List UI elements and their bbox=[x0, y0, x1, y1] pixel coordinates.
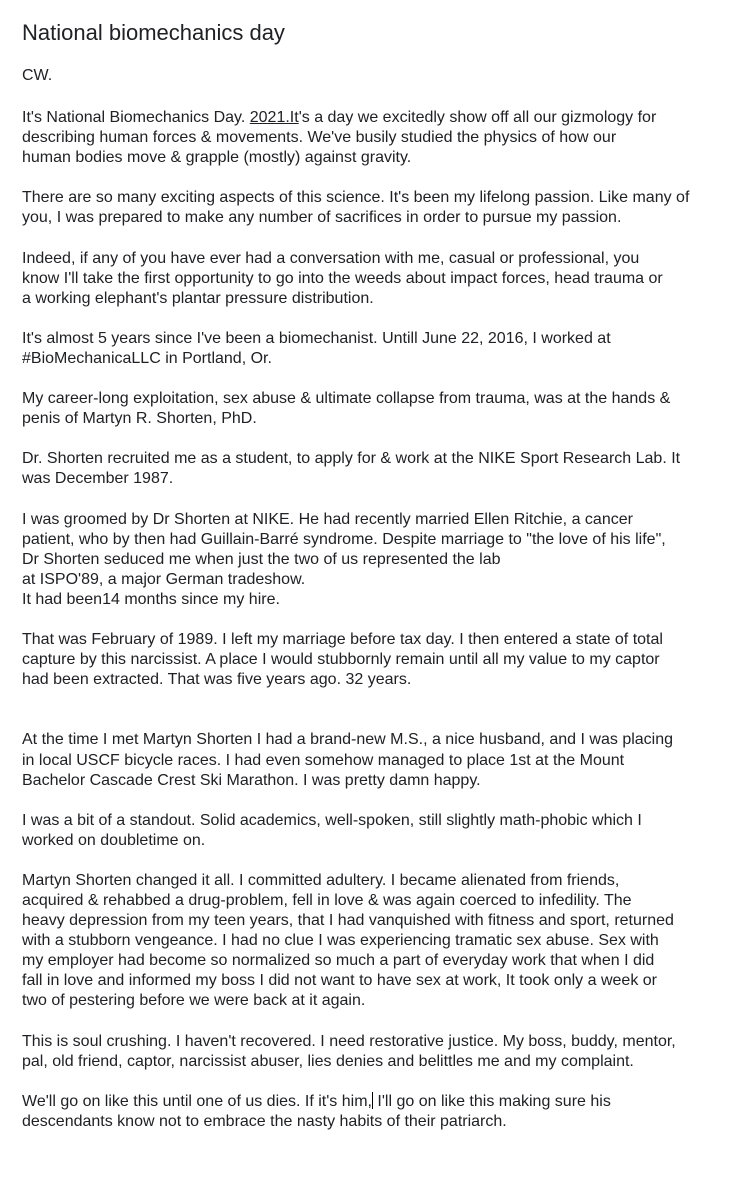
paragraph-line[interactable]: Indeed, if any of you have ever had a conversation with me, casual or professional, you bbox=[22, 249, 640, 267]
text: 's a day we excitedly show off all our gizmology for bbox=[298, 109, 657, 126]
document-body[interactable] bbox=[22, 108, 689, 1132]
paragraph-line[interactable]: Dr Shorten seduced me when just the two of us represented the lab bbox=[22, 550, 501, 568]
paragraph-line[interactable]: two of pestering before we were back at it again. bbox=[22, 992, 366, 1010]
paragraph-line[interactable]: worked on doubletime on. bbox=[22, 831, 206, 849]
paragraph-line[interactable]: This is soul crushing. I haven't recovered. I need restorative justice. My boss, buddy, mentor, bbox=[22, 1032, 676, 1050]
paragraph-line[interactable]: a working elephant's plantar pressure distribution. bbox=[22, 289, 374, 307]
paragraph-line[interactable]: heavy depression from my teen years, that I had vanquished with fitness and sport, returned bbox=[22, 912, 674, 930]
paragraph-line[interactable]: penis of Martyn R. Shorten, PhD. bbox=[22, 410, 257, 428]
text: It's National Biomechanics Day. bbox=[22, 109, 250, 126]
paragraph[interactable] bbox=[22, 449, 689, 509]
blank-line bbox=[22, 690, 689, 710]
paragraph-line[interactable]: you, I was prepared to make any number of sacrifices in order to pursue my passion. bbox=[22, 209, 622, 227]
paragraph-line[interactable]: know I'll take the first opportunity to go into the weeds about impact forces, head trauma or bbox=[22, 269, 663, 287]
paragraph-line[interactable]: I was a bit of a standout. Solid academics, well-spoken, still slightly math-phobic which I bbox=[22, 811, 642, 829]
paragraph-line[interactable]: That was February of 1989. I left my marriage before tax day. I then entered a state of total bbox=[22, 631, 663, 649]
blank-line bbox=[22, 851, 689, 871]
paragraph[interactable] bbox=[22, 188, 689, 248]
paragraph-line[interactable]: Bachelor Cascade Crest Ski Marathon. I was pretty damn happy. bbox=[22, 771, 481, 789]
paragraph-line[interactable]: Martyn Shorten changed it all. I committed adultery. I became alienated from friends, bbox=[22, 871, 620, 889]
paragraph-line[interactable]: descendants know not to embrace the nasty habits of their patriarch. bbox=[22, 1112, 507, 1130]
paragraph-line[interactable]: I was groomed by Dr Shorten at NIKE. He had recently married Ellen Ritchie, a cancer bbox=[22, 510, 633, 528]
paragraph[interactable] bbox=[22, 510, 689, 630]
paragraph-line[interactable]: was December 1987. bbox=[22, 470, 174, 488]
paragraph[interactable] bbox=[22, 128, 689, 188]
paragraph-line[interactable]: acquired & rehabbed a drug-problem, fell in love & was again coerced to infedility. The bbox=[22, 892, 632, 910]
paragraph-line[interactable]: Dr. Shorten recruited me as a student, to apply for & work at the NIKE Sport Research Lab. It bbox=[22, 450, 681, 468]
document-title[interactable]: National biomechanics day bbox=[22, 20, 285, 45]
paragraph[interactable] bbox=[22, 249, 689, 329]
paragraph-line[interactable]: At the time I met Martyn Shorten I had a brand-new M.S., a nice husband, and I was placing bbox=[22, 731, 674, 749]
paragraph-line[interactable]: It had been14 months since my hire. bbox=[22, 590, 280, 608]
paragraph-line[interactable]: My career-long exploitation, sex abuse & ultimate collapse from trauma, was at the hands & bbox=[22, 390, 671, 408]
paragraph-line[interactable]: patient, who by then had Guillain-Barré syndrome. Despite marriage to "the love of his life", bbox=[22, 530, 666, 548]
paragraph-line[interactable]: had been extracted. That was five years ago. 32 years. bbox=[22, 671, 412, 689]
paragraph-line[interactable]: at ISPO'89, a major German tradeshow. bbox=[22, 570, 306, 588]
paragraph-line[interactable]: fall in love and informed my boss I did not want to have sex at work, It took only a week or bbox=[22, 972, 657, 990]
paragraph-line[interactable] bbox=[22, 1092, 689, 1112]
paragraph-line[interactable]: human bodies move & grapple (mostly) against gravity. bbox=[22, 149, 412, 167]
text: I'll go on like this making sure his bbox=[372, 1092, 611, 1110]
paragraph-line[interactable]: pal, old friend, captor, narcissist abuser, lies denies and belittles me and my complaint. bbox=[22, 1052, 634, 1070]
blank-line bbox=[22, 1012, 689, 1032]
paragraph-line[interactable]: in local USCF bicycle races. I had even somehow managed to place 1st at the Mount bbox=[22, 751, 625, 769]
paragraph[interactable] bbox=[22, 730, 689, 810]
paragraph-line[interactable]: with a stubborn vengeance. I had no clue I was experiencing tramatic sex abuse. Sex with bbox=[22, 932, 659, 950]
blank-line bbox=[22, 610, 689, 630]
paragraph[interactable] bbox=[22, 630, 689, 730]
paragraph-line[interactable]: There are so many exciting aspects of this science. It's been my lifelong passion. Like many of bbox=[22, 189, 690, 207]
blank-line bbox=[22, 369, 689, 389]
paragraph-line[interactable]: It's almost 5 years since I've been a biomechanist. Untill June 22, 2016, I worked at bbox=[22, 329, 611, 347]
text: We'll go on like this until one of us dies. If it's him, bbox=[22, 1092, 372, 1110]
blank-line bbox=[22, 228, 689, 248]
paragraph-line[interactable]: describing human forces & movements. We've busily studied the physics of how our bbox=[22, 129, 617, 147]
paragraph[interactable] bbox=[22, 871, 689, 1032]
blank-line bbox=[22, 168, 689, 188]
blank-line bbox=[22, 429, 689, 449]
paragraph-line[interactable]: #BioMechanicaLLC in Portland, Or. bbox=[22, 349, 272, 367]
paragraph[interactable] bbox=[22, 1032, 689, 1092]
blank-line bbox=[22, 1072, 689, 1092]
content-warning[interactable]: CW. bbox=[22, 67, 53, 84]
paragraph[interactable] bbox=[22, 811, 689, 871]
blank-line bbox=[22, 489, 689, 509]
paragraph-line[interactable]: my employer had become so normalized so much a part of everyday work that when I did bbox=[22, 952, 655, 970]
year-link[interactable]: 2021.It bbox=[249, 109, 299, 126]
blank-line bbox=[22, 791, 689, 811]
paragraph-line[interactable] bbox=[22, 108, 689, 128]
paragraph[interactable] bbox=[22, 389, 689, 449]
paragraph-line[interactable]: capture by this narcissist. A place I would stubbornly remain until all my value to my captor bbox=[22, 651, 660, 669]
blank-line bbox=[22, 309, 689, 329]
paragraph[interactable] bbox=[22, 329, 689, 389]
blank-line bbox=[22, 710, 689, 730]
